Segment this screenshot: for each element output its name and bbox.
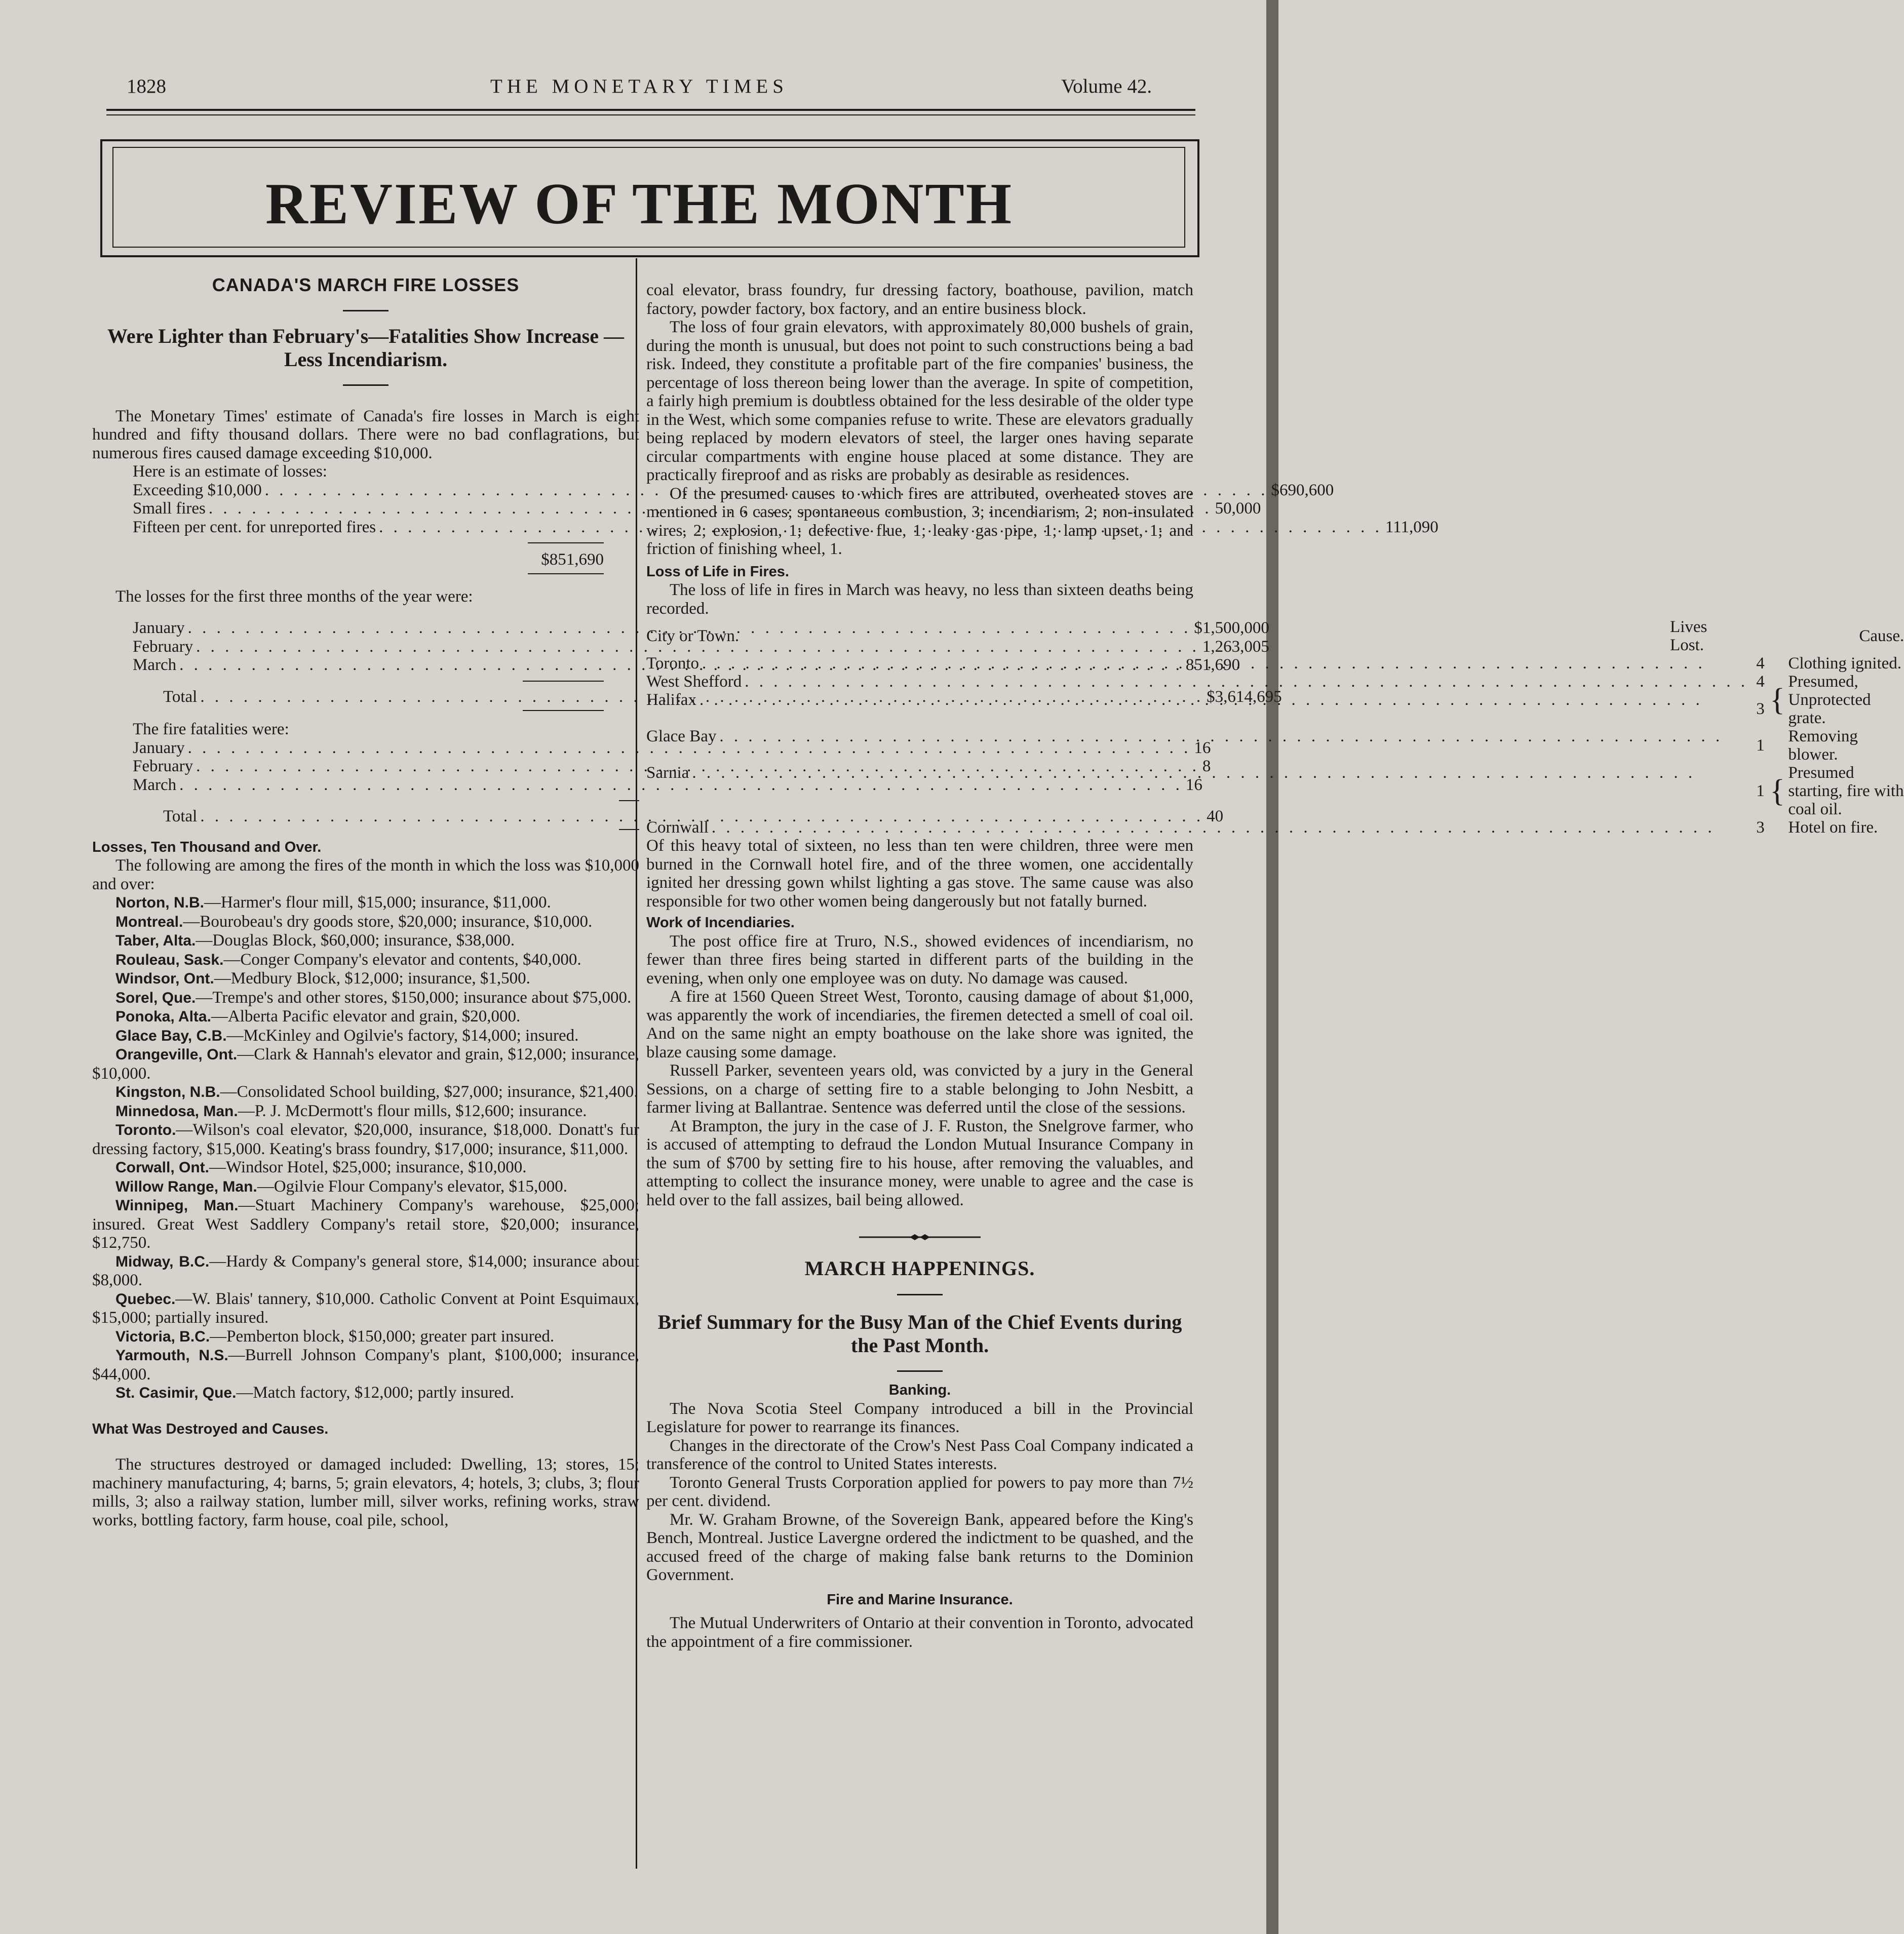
loss-detail: —Burrell Johnson Company's plant, $100,000; insurance, $44,000.	[92, 1346, 639, 1384]
life-row	[646, 818, 1904, 837]
loss-detail: —W. Blais' tannery, $10,000. Catholic Convent at Point Esquimaux, $15,000; partially insured.	[92, 1289, 639, 1327]
life-count: 3	[1756, 818, 1765, 837]
banking-heading: Banking.	[888, 1382, 951, 1398]
life-row	[646, 691, 1904, 727]
loss-place: Glace Bay, C.B.	[115, 1027, 227, 1044]
loss-place: Quebec.	[115, 1290, 176, 1308]
fatal-total: 40	[1207, 807, 1224, 825]
fatal-value: 16	[1194, 738, 1211, 757]
subhead-rule	[343, 384, 388, 386]
destroyed-paragraph: The structures destroyed or damaged included: Dwelling, 13; stores, 15; machinery manufacturing, 4; barns, 5; grain elevators, 4; hotels, 3; clubs, 3; flour mills, 3; also a railway station, lumber mill, silver works, refining works, straw works, bottling factory, farm house, coal pile, school,	[92, 1455, 639, 1529]
quarter-intro: The losses for the first three months of the year were:	[115, 587, 473, 606]
loss-place: Midway, B.C.	[115, 1253, 210, 1270]
happenings-sub-rule	[897, 1370, 943, 1372]
loss-entry	[92, 1121, 639, 1158]
life-table	[646, 618, 1904, 837]
loss-place: Minnedosa, Man.	[115, 1102, 238, 1120]
loss-entry	[92, 1158, 639, 1177]
life-row	[646, 727, 1904, 764]
brace-glyph: {	[1770, 774, 1785, 808]
banking-paragraph: Toronto General Trusts Corporation applied for powers to pay more than 7½ per cent. dividend.	[646, 1473, 1193, 1510]
life-col-city: City or Town.	[646, 627, 740, 645]
quarter-total-label: Total	[163, 687, 198, 706]
estimate-row	[133, 499, 1261, 518]
loss-place: Corwall, Ont.	[115, 1159, 210, 1176]
fatal-month: January	[133, 738, 185, 757]
life-city: Sarnia	[646, 764, 689, 782]
fatal-row	[133, 738, 1211, 758]
happenings-subhead: Brief Summary for the Busy Man of the Chief Events during the Past Month.	[657, 1311, 1182, 1357]
life-row	[646, 654, 1904, 673]
fatal-value: 16	[1185, 775, 1202, 794]
loss-detail: —Consolidated School building, $27,000; insurance, $21,400.	[220, 1083, 638, 1101]
loss-entry	[92, 969, 639, 989]
estimate-total-rule	[528, 542, 604, 543]
loss-detail: —Bourobeau's dry goods store, $20,000; insurance, $10,000.	[183, 912, 593, 931]
loss-detail: —Harmer's flour mill, $15,000; insurance, $11,000.	[204, 893, 551, 912]
loss-entry	[92, 1007, 639, 1027]
page-number: 1828	[127, 75, 166, 97]
volume-label: Volume 42.	[1061, 75, 1152, 97]
article-headline: CANADA'S MARCH FIRE LOSSES	[212, 274, 520, 295]
quarter-total-underline	[523, 710, 604, 711]
losses-intro: The following are among the fires of the month in which the loss was $10,000 and over:	[92, 856, 639, 893]
destroyed-heading: What Was Destroyed and Causes.	[92, 1420, 329, 1437]
brace-glyph: {	[1770, 683, 1785, 717]
loss-detail: —McKinley and Ogilvie's factory, $14,000; insured.	[226, 1026, 579, 1045]
life-count: 4	[1756, 673, 1765, 691]
elevators-paragraph: The loss of four grain elevators, with approximately 80,000 bushels of grain, during the month is unusual, but does not point to such constructions being a bad risk. Indeed, they constitute a profitable part of the fire companies' business, the percentage of loss thereon being lower than the average. In spite of competition, a fairly high premium is doubtless obtained for the less desirable of the older type in the West, which some companies refuse to write. These are elevators gradually being replaced by modern elevators of steel, the larger ones having separate circular compartments with engine house placed at some distance. They are practically fireproof and as risks are probably as desirable as residences.	[646, 318, 1193, 484]
banner-title: REVIEW OF THE MONTH	[265, 172, 1014, 236]
loss-detail: —Conger Company's elevator and contents, $40,000.	[223, 950, 581, 969]
life-cause: Hotel on fire.	[1788, 818, 1878, 837]
loss-place: Yarmouth, N.S.	[115, 1347, 228, 1364]
life-city: Cornwall	[646, 818, 709, 837]
continued-paragraph: coal elevator, brass foundry, fur dressing factory, boathouse, pavilion, match factory, powder factory, box factory, and an entire business block.	[646, 281, 1193, 318]
loss-entry	[92, 1045, 639, 1083]
quarter-value: 851,690	[1185, 656, 1240, 674]
loss-place: Victoria, B.C.	[115, 1328, 210, 1345]
life-city: Glace Bay	[646, 727, 717, 745]
incendiaries-heading: Work of Incendiaries.	[646, 915, 795, 931]
ornament-rule-icon	[859, 1234, 981, 1241]
fatal-label: The fire fatalities were:	[133, 720, 289, 738]
estimate-row-value: $690,600	[1271, 481, 1334, 499]
banking-paragraph: Changes in the directorate of the Crow's Nest Pass Coal Company indicated a transference of the control to United States interests.	[646, 1436, 1193, 1473]
loss-entry	[92, 1102, 639, 1121]
incendiaries-paragraph: The post office fire at Truro, N.S., showed evidences of incendiarism, no fewer than three fires being started in different parts of the building in the evening, when only one employee was on duty. No damage was caused.	[646, 932, 1193, 988]
quarter-month: January	[133, 619, 185, 637]
loss-place: Taber, Alta.	[115, 932, 196, 949]
loss-place: Rouleau, Sask.	[115, 951, 224, 968]
estimate-label: Here is an estimate of losses:	[133, 462, 327, 481]
life-row	[646, 764, 1904, 818]
loss-entry	[92, 893, 639, 913]
loss-place: Orangeville, Ont.	[115, 1046, 238, 1063]
quarter-row	[133, 637, 1269, 656]
happenings-rule	[897, 1294, 943, 1295]
loss-detail: —Trempe's and other stores, $150,000; insurance about $75,000.	[196, 988, 632, 1007]
happenings-heading: MARCH HAPPENINGS.	[804, 1256, 1035, 1280]
loss-entry	[92, 1083, 639, 1102]
loss-detail: —Clark & Hannah's elevator and grain, $12,000; insurance, $10,000.	[92, 1045, 639, 1083]
loss-entry	[92, 989, 639, 1008]
life-col-cause: Cause.	[1859, 627, 1904, 645]
fatal-month: February	[133, 757, 193, 775]
quarter-total-rule	[523, 681, 604, 682]
header-rule-top	[106, 109, 1195, 111]
loss-place: Willow Range, Man.	[115, 1178, 257, 1195]
life-cause: Unprotected grate.	[1788, 691, 1871, 727]
loss-place: Montreal.	[115, 913, 183, 930]
loss-entry	[92, 951, 639, 970]
fatal-total-underline	[619, 829, 639, 830]
loss-entry	[92, 1327, 639, 1347]
life-count: 4	[1756, 654, 1765, 673]
loss-place: Kingston, N.B.	[115, 1084, 220, 1100]
loss-entry	[92, 1290, 639, 1327]
banking-paragraph: Mr. W. Graham Browne, of the Sovereign Bank, appeared before the King's Bench, Montreal. Justice Lavergne ordered the indictment to be quashed, and the accused freed of the charge of making false bank returns to the Dominion Government.	[646, 1510, 1193, 1584]
loss-detail: —P. J. McDermott's flour mills, $12,600; insurance.	[238, 1101, 587, 1120]
loss-entry	[92, 1177, 639, 1197]
estimate-total: $851,690	[541, 550, 604, 569]
article-subhead: Were Lighter than February's—Fatalities Show Increase —Less Incendiarism.	[107, 324, 624, 371]
loss-place: Windsor, Ont.	[115, 970, 214, 987]
fire-marine-paragraph: The Mutual Underwriters of Ontario at their convention in Toronto, advocated the appointment of a fire commissioner.	[646, 1614, 1193, 1651]
header-rule-bottom	[106, 114, 1195, 115]
fatal-total-rule	[619, 800, 639, 801]
loss-entry	[92, 1384, 639, 1403]
loss-entry	[92, 913, 639, 932]
quarter-total: $3,614,695	[1207, 687, 1282, 706]
loss-detail: —Alberta Pacific elevator and grain, $20,000.	[211, 1007, 521, 1025]
life-table-header	[646, 618, 1904, 654]
journal-title: THE MONETARY TIMES	[490, 75, 788, 97]
incendiaries-paragraph: At Brampton, the jury in the case of J. F. Ruston, the Snelgrove farmer, who is accused of attempting to defraud the London Mutual Insurance Company in the sum of $700 by setting fire to his house, after removing the valuables, and attempting to collect the insurance money, were unable to agree and the case is held over to the fall assizes, bail being allowed.	[646, 1117, 1193, 1209]
incendiaries-paragraph: Russell Parker, seventeen years old, was convicted by a jury in the General Sessions, on a charge of setting fire to a stable belonging to John Nesbitt, a farmer living at Ballantrae. Sentence was deferred until the close of the sessions.	[646, 1061, 1193, 1117]
loss-detail: —Medbury Block, $12,000; insurance, $1,500.	[214, 969, 530, 988]
loss-place: Sorel, Que.	[115, 989, 196, 1006]
life-city: Toronto	[646, 654, 700, 673]
losses-heading: Losses, Ten Thousand and Over.	[92, 839, 322, 855]
headline-rule	[343, 310, 388, 311]
causes-paragraph: Of the presumed causes to which fires are attributed, overheated stoves are mentioned in 6 cases; spontaneous combustion, 3; incendiarism, 2; non-insulated wires, 2; explosion, 1; defective flue, 1; leaky gas pipe, 1; lamp upset, 1; and friction of finishing wheel, 1.	[646, 484, 1193, 558]
loss-entry	[92, 1027, 639, 1046]
life-after-paragraph: Of this heavy total of sixteen, no less than ten were children, three were men burned in the Cornwall hotel fire, and of the three women, one accidentally ignited her dressing gown whilst lighting a gas stove. The same cause was also responsible for two other women being dangerously but not fatally burned.	[646, 837, 1193, 911]
estimate-row-label: Fifteen per cent. for unreported fires	[133, 518, 376, 536]
loss-entry	[92, 1196, 639, 1252]
loss-place: Ponoka, Alta.	[115, 1008, 211, 1025]
estimate-row-value: 50,000	[1215, 499, 1261, 518]
fatal-total-row	[133, 807, 1224, 826]
life-city: West Shefford	[646, 673, 742, 691]
loss-detail: —Match factory, $12,000; partly insured.	[236, 1384, 515, 1402]
life-cause: Clothing ignited.	[1788, 654, 1902, 673]
loss-detail: —Ogilvie Flour Company's elevator, $15,000.	[257, 1177, 568, 1196]
quarter-value: 1,263,005	[1202, 637, 1269, 656]
loss-detail: —Windsor Hotel, $25,000; insurance, $10,000.	[209, 1158, 527, 1176]
fatal-month: March	[133, 775, 177, 794]
estimate-row-label: Exceeding $10,000	[133, 481, 262, 499]
quarter-month: February	[133, 637, 193, 656]
loss-detail: —Douglas Block, $60,000; insurance, $38,000.	[196, 931, 515, 950]
loss-detail: —Wilson's coal elevator, $20,000, insurance, $18,000. Donatt's fur dressing factory, $15,000. Keating's brass foundry, $17,000; insurance, $11,000.	[92, 1121, 639, 1158]
loss-detail: —Hardy & Company's general store, $14,000; insurance about $8,000.	[92, 1252, 639, 1289]
life-cause: Removing blower.	[1788, 727, 1858, 764]
loss-entry	[92, 1252, 639, 1290]
fatal-total-label: Total	[163, 807, 198, 825]
life-intro: The loss of life in fires in March was heavy, no less than sixteen deaths being recorded.	[646, 581, 1193, 618]
life-count: 3	[1756, 700, 1765, 718]
loss-place: St. Casimir, Que.	[115, 1385, 237, 1401]
estimate-row-label: Small fires	[133, 499, 206, 518]
incendiaries-paragraph: A fire at 1560 Queen Street West, Toronto, causing damage of about $1,000, was apparently the work of incendiaries, the firemen detected a smell of coal oil. And on the same night an empty boathouse on the lake shore was ignited, the blaze causing some damage.	[646, 988, 1193, 1061]
losses-list	[92, 893, 639, 1403]
estimate-total-underline	[528, 573, 604, 574]
page-edge	[1266, 0, 1278, 1934]
life-count: 1	[1756, 736, 1765, 755]
intro-paragraph: The Monetary Times' estimate of Canada's fire losses in March is eight hundred and fifty thousand dollars. There were no bad conflagrations, but numerous fires caused damage exceeding $10,000.	[92, 407, 639, 462]
estimate-row-value: 111,090	[1385, 518, 1439, 536]
quarter-value: $1,500,000	[1194, 619, 1269, 637]
quarter-month: March	[133, 656, 177, 674]
fatal-row	[133, 775, 1202, 795]
loss-place: Norton, N.B.	[115, 894, 204, 911]
life-heading: Loss of Life in Fires.	[646, 563, 789, 580]
fatal-value: 8	[1202, 757, 1211, 775]
life-city: Halifax	[646, 691, 696, 709]
life-cause: Presumed,	[1788, 673, 1858, 691]
loss-place: Toronto.	[115, 1122, 176, 1138]
fire-marine-heading: Fire and Marine Insurance.	[827, 1591, 1013, 1608]
life-row	[646, 673, 1904, 691]
loss-entry	[92, 931, 639, 951]
loss-detail: —Stuart Machinery Company's warehouse, $25,000; insured. Great West Saddlery Company's retail store, $20,000; insurance, $12,750.	[92, 1196, 639, 1252]
section-ornament	[646, 1227, 1193, 1245]
life-cause: Presumed starting, fire with coal oil.	[1788, 764, 1904, 818]
estimate-row	[133, 481, 1334, 500]
loss-place: Winnipeg, Man.	[115, 1197, 239, 1214]
loss-entry	[92, 1346, 639, 1384]
life-col-lives: Lives Lost.	[1670, 618, 1707, 654]
banking-paragraph: The Nova Scotia Steel Company introduced a bill in the Provincial Legislature for power to rearrange its finances.	[646, 1399, 1193, 1436]
loss-detail: —Pemberton block, $150,000; greater part insured.	[210, 1327, 555, 1346]
estimate-row	[133, 518, 1439, 537]
life-count: 1	[1756, 782, 1765, 800]
